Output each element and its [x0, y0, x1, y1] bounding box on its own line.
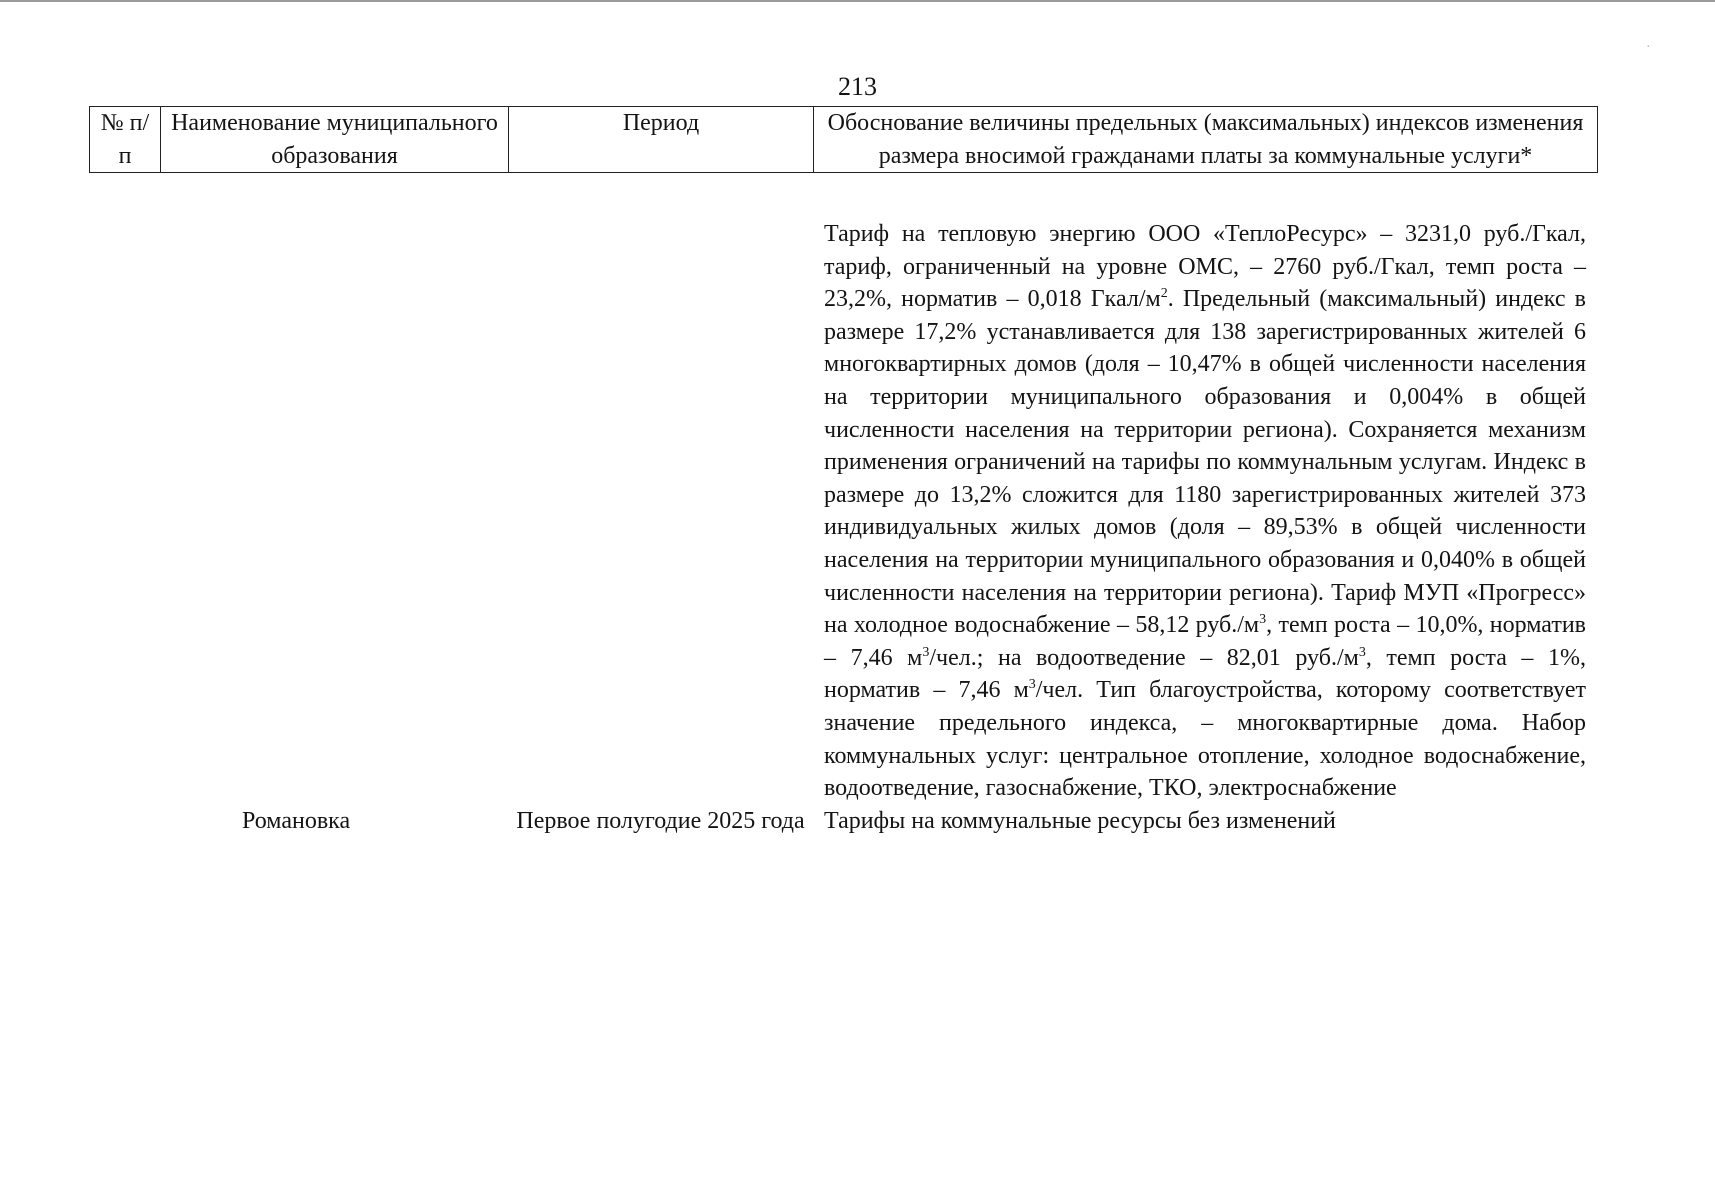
row-num	[89, 805, 160, 838]
basis-text: Тариф на тепловую энергию ООО «ТеплоРесурс» – 3231,0 руб./Гкал, тариф, ограниченный на уровне ОМС, – 2760 руб./Гкал, темп роста – 23,2%, норматив – 0,018 Гкал/м	[824, 221, 1586, 313]
header-row	[90, 107, 1598, 173]
table-body	[89, 218, 1597, 837]
row-period: Первое полугодие 2025 года	[516, 807, 805, 834]
header-num: № п/п	[90, 107, 161, 173]
row-municipality	[160, 218, 508, 805]
basis-text: /чел. Тип благоустройства, которому соответствует значение предельного индекса, – многоквартирные дома. Набор коммунальных услуг: центральное отопление, холодное водоснабжение, водоотведение, газоснабжение, ТКО, электроснабжение	[824, 677, 1586, 802]
superscript: 3	[922, 644, 930, 660]
scan-speck: ·	[1646, 40, 1651, 55]
superscript: 3	[1358, 644, 1366, 660]
row-basis	[813, 218, 1597, 805]
row-num	[89, 218, 160, 805]
basis-text: . Предельный (максимальный) индекс в размере 17,2% устанавливается для 138 зарегистрированных жителей 6 многоквартирных домов (доля – 10,47% в общей численности населения на территории муниципального образования и 0,004% в общей численности населения на территории региона). Сохраняется механизм применения ограничений на тарифы по коммунальным услугам. Индекс в размере до 13,2% сложится для 1180 зарегистрированных жителей 373 индивидуальных жилых домов (доля – 89,53% в общей численности населения на территории муниципального образования и 0,040% в общей численности населения на территории региона). Тариф МУП «Прогресс» на холодное водоснабжение – 58,12 руб./м	[824, 286, 1587, 639]
page-number: 213	[838, 72, 877, 101]
superscript: 3	[1028, 677, 1036, 693]
superscript: 2	[1160, 286, 1168, 302]
row-period	[508, 218, 813, 805]
basis-text: , темп роста – 10,0%, норматив – 7,46 м	[824, 612, 1587, 671]
basis-text: , темп роста – 1%, норматив – 7,46 м	[824, 644, 1586, 704]
basis-text: /чел.; на водоотведение – 82,01 руб./м	[929, 644, 1359, 671]
header-basis: Обоснование величины предельных (максимальных) индексов изменения размера вносимой гражданами платы за коммунальные услуги*	[814, 107, 1598, 173]
row-basis: Тарифы на коммунальные ресурсы без изменений	[824, 807, 1336, 834]
header-period: Период	[509, 107, 814, 173]
table-header	[89, 106, 1598, 173]
superscript: 3	[1259, 612, 1267, 628]
scan-edge	[0, 0, 1715, 6]
table-row	[89, 218, 1597, 805]
table-row	[89, 805, 1597, 838]
header-municipality: Наименование муниципального образования	[161, 107, 509, 173]
row-municipality: Романовка	[242, 807, 351, 834]
